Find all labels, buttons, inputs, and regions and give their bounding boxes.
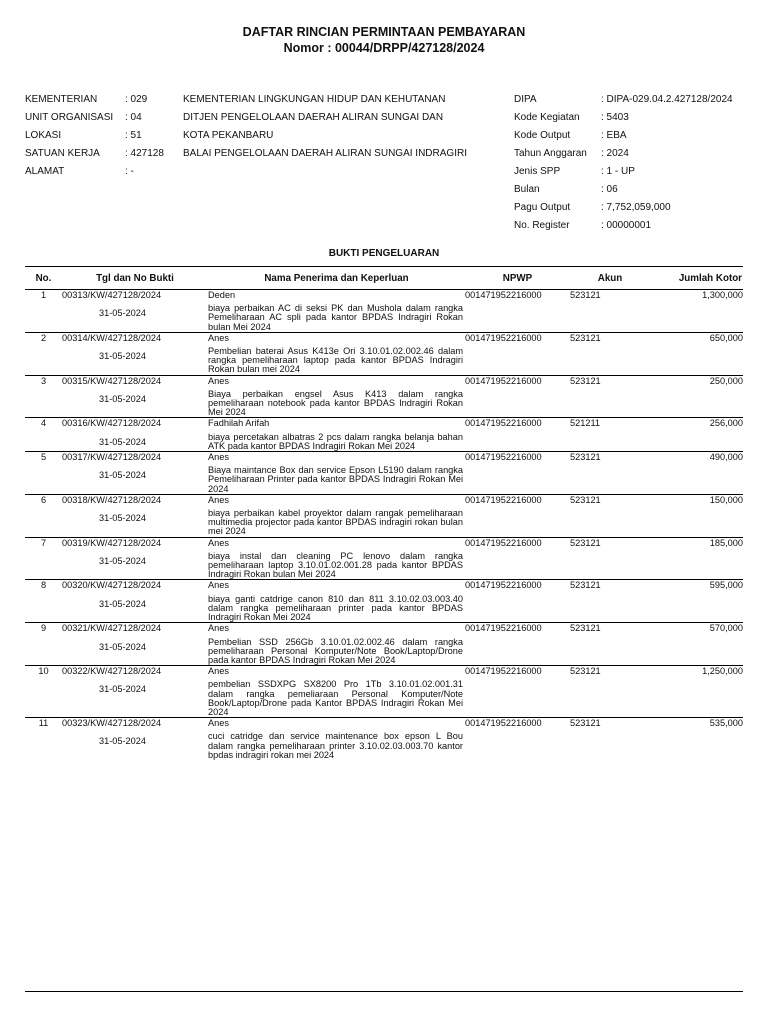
label-pagu-output: Pagu Output: [514, 202, 571, 213]
table-row-detail: [25, 505, 743, 537]
akun-value: 523121: [570, 452, 650, 463]
receipt-date: 31-05-2024: [99, 351, 146, 362]
jumlah-value: 595,000: [650, 580, 743, 591]
table-row-detail: [25, 343, 743, 375]
npwp-value: 001471952216000: [465, 494, 570, 505]
code-satuan-kerja: : 427128: [125, 148, 164, 159]
document-title: DAFTAR RINCIAN PERMINTAAN PEMBAYARAN: [242, 25, 526, 39]
name-satuan-kerja: BALAI PENGELOLAAN DAERAH ALIRAN SUNGAI INDRAGIRI: [183, 148, 467, 159]
bukti-pengeluaran-table: [25, 266, 743, 760]
table-row-detail: [25, 429, 743, 452]
name-lokasi: KOTA PEKANBARU: [183, 130, 274, 141]
info-left-labels: [25, 91, 113, 181]
row-number: 8: [25, 580, 62, 591]
label-kode-kegiatan: Kode Kegiatan: [514, 112, 580, 123]
row-number: 4: [25, 418, 62, 429]
npwp-value: 001471952216000: [465, 580, 570, 591]
label-no-register: No. Register: [514, 220, 570, 231]
recipient-name: Anes: [208, 494, 465, 505]
col-header-jumlah: Jumlah Kotor: [650, 267, 743, 290]
table-header-row: [25, 267, 743, 290]
jumlah-value: 250,000: [650, 375, 743, 386]
row-number: 11: [25, 718, 62, 729]
npwp-value: 001471952216000: [465, 332, 570, 343]
name-alamat: [183, 163, 467, 181]
table-row-detail: [25, 462, 743, 494]
receipt-date: 31-05-2024: [99, 470, 146, 481]
receipt-date: 31-05-2024: [99, 684, 146, 695]
code-lokasi: : 51: [125, 130, 142, 141]
recipient-name: Anes: [208, 332, 465, 343]
akun-value: 523121: [570, 623, 650, 634]
col-header-no: No.: [25, 267, 62, 290]
label-alamat: ALAMAT: [25, 166, 65, 177]
recipient-name: Anes: [208, 623, 465, 634]
row-number: 5: [25, 452, 62, 463]
value-kode-kegiatan: : 5403: [601, 112, 629, 123]
col-header-bukti: Tgl dan No Bukti: [62, 267, 208, 290]
label-unit-organisasi: UNIT ORGANISASI: [25, 112, 114, 123]
receipt-number: 00322/KW/427128/2024: [62, 666, 208, 677]
table-row: [25, 332, 743, 343]
npwp-value: 001471952216000: [465, 418, 570, 429]
receipt-number: 00320/KW/427128/2024: [62, 580, 208, 591]
recipient-name: Fadhilah Arifah: [208, 418, 465, 429]
info-left-codes: [125, 91, 164, 181]
receipt-date: 31-05-2024: [99, 308, 146, 319]
table-row: [25, 580, 743, 591]
table-row-detail: [25, 591, 743, 623]
table-row-detail: [25, 386, 743, 418]
table-row: [25, 494, 743, 505]
recipient-name: Deden: [208, 290, 236, 300]
recipient-name: Anes: [208, 537, 465, 548]
receipt-date: 31-05-2024: [99, 513, 146, 524]
receipt-date: 31-05-2024: [99, 598, 146, 609]
label-kode-output: Kode Output: [514, 130, 571, 141]
akun-value: 523121: [570, 290, 601, 300]
recipient-name: Anes: [208, 375, 465, 386]
value-tahun-anggaran: : 2024: [601, 148, 629, 159]
purpose-text: biaya ganti catdrige canon 810 dan 811 3.10.02.03.003.40 dalam rangka pemeliharaan printer pada kantor BPDAS Indragiri Rokan Mei 2024: [208, 593, 463, 623]
akun-value: 523121: [570, 375, 650, 386]
info-left-names: [183, 91, 467, 181]
purpose-text: Biaya perbaikan engsel Asus K413 dalam rangka pemeliharaan notebook pada kantor BPDAS Indragiri Rokan Mei 2024: [208, 388, 463, 418]
section-title: BUKTI PENGELUARAN: [328, 248, 440, 259]
jumlah-value: 535,000: [650, 718, 743, 729]
npwp-value: 001471952216000: [465, 718, 570, 729]
jumlah-value: 490,000: [650, 452, 743, 463]
akun-value: 523121: [570, 494, 650, 505]
receipt-number: 00321/KW/427128/2024: [62, 623, 208, 634]
akun-value: 523121: [570, 332, 650, 343]
code-kementerian: : 029: [125, 94, 148, 105]
value-dipa: : DIPA-029.04.2.427128/2024: [601, 94, 733, 105]
table-body: [25, 290, 743, 760]
recipient-name: Anes: [208, 718, 465, 729]
col-header-penerima: Nama Penerima dan Keperluan: [208, 267, 465, 290]
receipt-number: 00323/KW/427128/2024: [62, 718, 208, 729]
purpose-text: biaya perbaikan kabel proyektor dalam rangak pemeliharaan multimedia projector pada kantor BPDAS indragiri rokan bulan mei 2024: [208, 508, 463, 537]
label-bulan: Bulan: [514, 184, 540, 195]
table-row-detail: [25, 676, 743, 717]
purpose-text: Biaya maintance Box dan service Epson L5190 dalam rangka Pemeliharaan Printer pada kantor BPDAS Indragiri Rokan Mei 2024: [208, 465, 463, 494]
row-number: 1: [40, 290, 47, 300]
jumlah-value: 185,000: [650, 537, 743, 548]
label-dipa: DIPA: [514, 94, 537, 105]
table-row: [25, 418, 743, 429]
code-alamat: : -: [125, 166, 134, 177]
akun-value: 521211: [570, 418, 650, 429]
npwp-value: 001471952216000: [465, 452, 570, 463]
akun-value: 523121: [570, 537, 650, 548]
receipt-date: 31-05-2024: [99, 736, 146, 747]
receipt-date: 31-05-2024: [99, 436, 146, 447]
table-bottom-rule: [25, 991, 743, 992]
table-row-detail: [25, 300, 743, 332]
purpose-text: Pembelian baterai Asus K413e Ori 3.10.01.02.002.46 dalam rangka pemeliharaan laptop pada kantor BPDAS Indragiri Rokan bulan mei 2024: [208, 346, 463, 375]
info-right-labels: [514, 91, 587, 235]
label-kementerian: KEMENTERIAN: [25, 94, 98, 105]
purpose-text: biaya instal dan cleaning PC lenovo dalam rangka pemeliharaan laptop 3.10.01.02.001.28 pada kantor BPDAS Indragiri Rokan bulan Mei 2024: [208, 550, 463, 580]
row-number: 7: [25, 537, 62, 548]
table-row-detail: [25, 634, 743, 666]
table-row: [25, 375, 743, 386]
purpose-text: biaya percetakan albatras 2 pcs dalam rangka belanja bahan ATK pada kantor BPDAS Indragiri Rokan Mei 2024: [208, 431, 463, 451]
value-jenis-spp: : 1 - UP: [601, 166, 635, 177]
jumlah-value: 570,000: [650, 623, 743, 634]
receipt-number: 00316/KW/427128/2024: [62, 418, 208, 429]
receipt-date: 31-05-2024: [99, 393, 146, 404]
table-row: [25, 623, 743, 634]
name-kementerian: KEMENTERIAN LINGKUNGAN HIDUP DAN KEHUTANAN: [183, 94, 446, 105]
receipt-date: 31-05-2024: [99, 641, 146, 652]
purpose-text: biaya perbaikan AC di seksi PK dan Mushola dalam rangka Pemeliharaan AC spli pada kantor BPDAS Indragiri Rokan bulan Mei 2024: [208, 303, 463, 332]
name-unit-organisasi: DITJEN PENGELOLAAN DAERAH ALIRAN SUNGAI DAN: [183, 112, 444, 123]
table-row-detail: [25, 728, 743, 760]
jumlah-value: 1,300,000: [702, 290, 743, 300]
akun-value: 523121: [570, 666, 650, 677]
jumlah-value: 650,000: [650, 332, 743, 343]
npwp-value: 001471952216000: [465, 375, 570, 386]
receipt-number: 00318/KW/427128/2024: [62, 494, 208, 505]
akun-value: 523121: [570, 718, 650, 729]
npwp-value: 001471952216000: [465, 290, 542, 300]
receipt-number: 00319/KW/427128/2024: [62, 537, 208, 548]
table-row: [25, 537, 743, 548]
akun-value: 523121: [570, 580, 650, 591]
row-number: 9: [25, 623, 62, 634]
receipt-number: 00313/KW/427128/2024: [62, 290, 162, 300]
npwp-value: 001471952216000: [465, 537, 570, 548]
document-number: Nomor : 00044/DRPP/427128/2024: [283, 41, 485, 55]
recipient-name: Anes: [208, 580, 465, 591]
label-satuan-kerja: SATUAN KERJA: [25, 148, 100, 159]
jumlah-value: 256,000: [650, 418, 743, 429]
row-number: 6: [25, 494, 62, 505]
jumlah-value: 150,000: [650, 494, 743, 505]
npwp-value: 001471952216000: [465, 623, 570, 634]
table-row: [25, 666, 743, 677]
label-tahun-anggaran: Tahun Anggaran: [514, 148, 587, 159]
info-right-values: [601, 91, 733, 235]
value-pagu-output: : 7,752,059,000: [601, 202, 671, 213]
code-unit-organisasi: : 04: [125, 112, 142, 123]
label-jenis-spp: Jenis SPP: [514, 166, 561, 177]
jumlah-value: 1,250,000: [650, 666, 743, 677]
col-header-akun: Akun: [570, 267, 650, 290]
purpose-text: pembelian SSDXPG SX8200 Pro 1Tb 3.10.01.02.001.31 dalam rangka pemeliaraan Personal Komputer/Note Book/Laptop/Drone pada Kantor BPDAS Indragiri Rokan Mei 2024: [208, 679, 463, 717]
col-header-npwp: NPWP: [465, 267, 570, 290]
purpose-text: cuci catridge dan service maintenance box epson L Bou dalam rangka pemeliharaan printer 3.10.02.03.003.70 kantor bpdas indragiri rokan mei 2024: [208, 731, 463, 760]
row-number: 10: [25, 666, 62, 677]
receipt-number: 00314/KW/427128/2024: [62, 332, 208, 343]
value-no-register: : 00000001: [601, 220, 652, 231]
table-row: [25, 452, 743, 463]
value-bulan: : 06: [601, 184, 618, 195]
table-row: [25, 718, 743, 729]
recipient-name: Anes: [208, 452, 465, 463]
receipt-number: 00315/KW/427128/2024: [62, 375, 208, 386]
label-lokasi: LOKASI: [25, 130, 62, 141]
table-row-detail: [25, 548, 743, 580]
receipt-number: 00317/KW/427128/2024: [62, 452, 208, 463]
row-number: 2: [25, 332, 62, 343]
row-number: 3: [25, 375, 62, 386]
table-row: [25, 290, 743, 301]
receipt-date: 31-05-2024: [99, 555, 146, 566]
npwp-value: 001471952216000: [465, 666, 570, 677]
recipient-name: Anes: [208, 666, 465, 677]
purpose-text: Pembelian SSD 256Gb 3.10.01.02.002.46 dalam rangka pemeliharaan Personal Komputer/Note Book/Laptop/Drone pada kantor BPDAS Indragiri Rokan Mei 2024: [208, 636, 463, 665]
value-kode-output: : EBA: [601, 130, 627, 141]
